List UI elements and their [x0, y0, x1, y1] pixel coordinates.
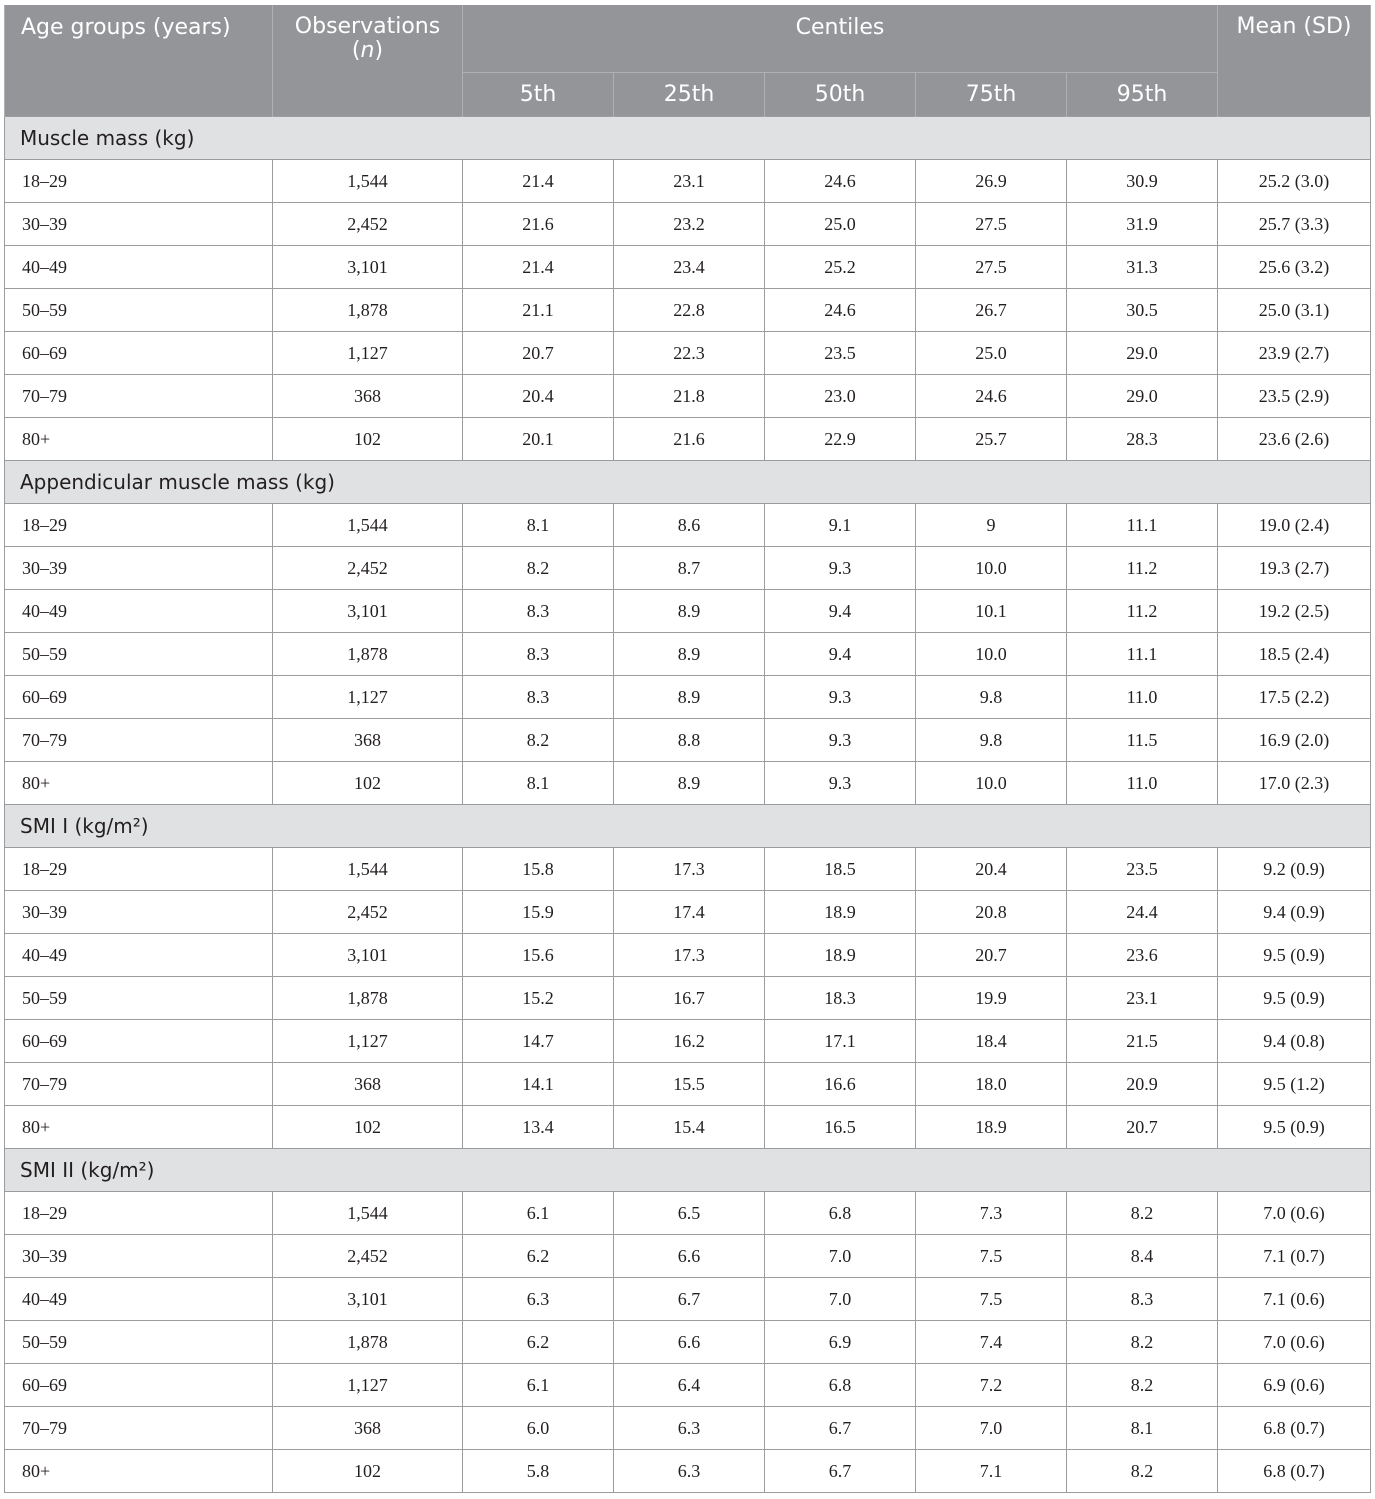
- centile-50th-cell: 16.6: [765, 1063, 916, 1106]
- age-group-cell: 70–79: [5, 719, 273, 762]
- centile-5th-cell: 8.1: [463, 504, 614, 547]
- centile-95th-cell: 30.5: [1067, 289, 1218, 332]
- centile-25th-cell: 6.5: [614, 1192, 765, 1235]
- table-row: [5, 676, 1371, 719]
- centile-75th-cell: 20.8: [916, 891, 1067, 934]
- centile-5th-cell: 6.3: [463, 1278, 614, 1321]
- centile-75th-cell: 10.0: [916, 547, 1067, 590]
- table-row: [5, 590, 1371, 633]
- table-body: [5, 117, 1371, 1493]
- header-centile-50th: 50th: [765, 73, 916, 117]
- centile-95th-cell: 11.1: [1067, 633, 1218, 676]
- centile-5th-cell: 14.1: [463, 1063, 614, 1106]
- age-group-cell: 40–49: [5, 934, 273, 977]
- centile-table: [4, 5, 1371, 1493]
- mean-sd-cell: 9.5 (0.9): [1218, 1106, 1371, 1149]
- mean-sd-cell: 23.6 (2.6): [1218, 418, 1371, 461]
- centile-95th-cell: 31.9: [1067, 203, 1218, 246]
- centile-50th-cell: 9.1: [765, 504, 916, 547]
- age-group-cell: 60–69: [5, 332, 273, 375]
- centile-5th-cell: 21.1: [463, 289, 614, 332]
- centile-95th-cell: 11.2: [1067, 590, 1218, 633]
- centile-50th-cell: 9.3: [765, 676, 916, 719]
- centile-25th-cell: 22.8: [614, 289, 765, 332]
- table-row: [5, 934, 1371, 977]
- centile-75th-cell: 25.0: [916, 332, 1067, 375]
- centile-5th-cell: 15.9: [463, 891, 614, 934]
- header-observations-n: n: [360, 38, 375, 63]
- table-row: [5, 1321, 1371, 1364]
- centile-5th-cell: 20.7: [463, 332, 614, 375]
- centile-50th-cell: 23.0: [765, 375, 916, 418]
- centile-75th-cell: 7.1: [916, 1450, 1067, 1493]
- centile-75th-cell: 18.4: [916, 1020, 1067, 1063]
- centile-75th-cell: 7.5: [916, 1278, 1067, 1321]
- age-group-cell: 50–59: [5, 1321, 273, 1364]
- centile-25th-cell: 23.4: [614, 246, 765, 289]
- mean-sd-cell: 17.0 (2.3): [1218, 762, 1371, 805]
- age-group-cell: 18–29: [5, 160, 273, 203]
- centile-95th-cell: 8.2: [1067, 1192, 1218, 1235]
- table-row: [5, 719, 1371, 762]
- centile-75th-cell: 20.7: [916, 934, 1067, 977]
- centile-5th-cell: 14.7: [463, 1020, 614, 1063]
- centile-75th-cell: 9.8: [916, 719, 1067, 762]
- centile-50th-cell: 9.4: [765, 590, 916, 633]
- centile-75th-cell: 26.9: [916, 160, 1067, 203]
- header-centile-25th: 25th: [614, 73, 765, 117]
- centile-5th-cell: 8.1: [463, 762, 614, 805]
- centile-25th-cell: 8.9: [614, 762, 765, 805]
- centile-75th-cell: 7.2: [916, 1364, 1067, 1407]
- centile-25th-cell: 17.3: [614, 848, 765, 891]
- observations-cell: 3,101: [273, 590, 463, 633]
- table-row: [5, 289, 1371, 332]
- age-group-cell: 30–39: [5, 891, 273, 934]
- table-row: [5, 1020, 1371, 1063]
- observations-cell: 368: [273, 719, 463, 762]
- section-title: Appendicular muscle mass (kg): [5, 461, 1371, 504]
- header-age-groups: Age groups (years): [5, 5, 273, 117]
- mean-sd-cell: 17.5 (2.2): [1218, 676, 1371, 719]
- centile-25th-cell: 17.4: [614, 891, 765, 934]
- centile-25th-cell: 21.6: [614, 418, 765, 461]
- mean-sd-cell: 7.0 (0.6): [1218, 1321, 1371, 1364]
- table-row: [5, 246, 1371, 289]
- centile-75th-cell: 7.0: [916, 1407, 1067, 1450]
- centile-75th-cell: 7.3: [916, 1192, 1067, 1235]
- centile-95th-cell: 8.2: [1067, 1321, 1218, 1364]
- centile-25th-cell: 8.9: [614, 676, 765, 719]
- observations-cell: 368: [273, 1407, 463, 1450]
- table-row: [5, 1063, 1371, 1106]
- table-row: [5, 160, 1371, 203]
- mean-sd-cell: 9.5 (1.2): [1218, 1063, 1371, 1106]
- centile-5th-cell: 21.4: [463, 246, 614, 289]
- centile-95th-cell: 11.5: [1067, 719, 1218, 762]
- centile-50th-cell: 18.9: [765, 891, 916, 934]
- table-row: [5, 1407, 1371, 1450]
- observations-cell: 102: [273, 1106, 463, 1149]
- centile-25th-cell: 15.5: [614, 1063, 765, 1106]
- age-group-cell: 80+: [5, 1106, 273, 1149]
- centile-50th-cell: 22.9: [765, 418, 916, 461]
- header-observations: Observations (n): [273, 5, 463, 117]
- centile-50th-cell: 23.5: [765, 332, 916, 375]
- mean-sd-cell: 6.9 (0.6): [1218, 1364, 1371, 1407]
- centile-50th-cell: 25.0: [765, 203, 916, 246]
- table-row: [5, 977, 1371, 1020]
- centile-5th-cell: 5.8: [463, 1450, 614, 1493]
- observations-cell: 3,101: [273, 246, 463, 289]
- centile-5th-cell: 21.6: [463, 203, 614, 246]
- centile-75th-cell: 25.7: [916, 418, 1067, 461]
- observations-cell: 2,452: [273, 891, 463, 934]
- mean-sd-cell: 7.1 (0.7): [1218, 1235, 1371, 1278]
- observations-cell: 1,544: [273, 848, 463, 891]
- observations-cell: 1,878: [273, 633, 463, 676]
- age-group-cell: 70–79: [5, 375, 273, 418]
- centile-50th-cell: 9.3: [765, 719, 916, 762]
- observations-cell: 102: [273, 1450, 463, 1493]
- age-group-cell: 50–59: [5, 977, 273, 1020]
- centile-5th-cell: 8.3: [463, 676, 614, 719]
- centile-75th-cell: 10.1: [916, 590, 1067, 633]
- centile-25th-cell: 6.6: [614, 1321, 765, 1364]
- table-row: [5, 1450, 1371, 1493]
- centile-50th-cell: 9.3: [765, 762, 916, 805]
- section-header-row: [5, 1149, 1371, 1192]
- mean-sd-cell: 6.8 (0.7): [1218, 1407, 1371, 1450]
- table-header: [5, 5, 1371, 117]
- centile-25th-cell: 22.3: [614, 332, 765, 375]
- mean-sd-cell: 9.4 (0.8): [1218, 1020, 1371, 1063]
- mean-sd-cell: 9.2 (0.9): [1218, 848, 1371, 891]
- centile-50th-cell: 6.7: [765, 1407, 916, 1450]
- header-centiles: Centiles: [463, 5, 1218, 73]
- age-group-cell: 30–39: [5, 547, 273, 590]
- age-group-cell: 40–49: [5, 246, 273, 289]
- centile-95th-cell: 11.2: [1067, 547, 1218, 590]
- mean-sd-cell: 7.0 (0.6): [1218, 1192, 1371, 1235]
- centile-75th-cell: 24.6: [916, 375, 1067, 418]
- centile-5th-cell: 6.2: [463, 1321, 614, 1364]
- age-group-cell: 50–59: [5, 289, 273, 332]
- table-row: [5, 375, 1371, 418]
- mean-sd-cell: 9.5 (0.9): [1218, 977, 1371, 1020]
- centile-75th-cell: 7.5: [916, 1235, 1067, 1278]
- centile-25th-cell: 16.2: [614, 1020, 765, 1063]
- observations-cell: 1,878: [273, 289, 463, 332]
- observations-cell: 2,452: [273, 1235, 463, 1278]
- age-group-cell: 30–39: [5, 203, 273, 246]
- centile-50th-cell: 17.1: [765, 1020, 916, 1063]
- observations-cell: 1,127: [273, 1020, 463, 1063]
- age-group-cell: 40–49: [5, 590, 273, 633]
- centile-50th-cell: 6.9: [765, 1321, 916, 1364]
- centile-50th-cell: 24.6: [765, 289, 916, 332]
- age-group-cell: 18–29: [5, 848, 273, 891]
- centile-25th-cell: 16.7: [614, 977, 765, 1020]
- centile-75th-cell: 10.0: [916, 762, 1067, 805]
- centile-95th-cell: 23.1: [1067, 977, 1218, 1020]
- centile-25th-cell: 23.2: [614, 203, 765, 246]
- centile-95th-cell: 8.2: [1067, 1364, 1218, 1407]
- centile-75th-cell: 18.0: [916, 1063, 1067, 1106]
- observations-cell: 1,878: [273, 977, 463, 1020]
- mean-sd-cell: 18.5 (2.4): [1218, 633, 1371, 676]
- centile-25th-cell: 6.3: [614, 1407, 765, 1450]
- mean-sd-cell: 16.9 (2.0): [1218, 719, 1371, 762]
- observations-cell: 368: [273, 375, 463, 418]
- centile-95th-cell: 30.9: [1067, 160, 1218, 203]
- centile-5th-cell: 6.1: [463, 1364, 614, 1407]
- table-row: [5, 1278, 1371, 1321]
- age-group-cell: 40–49: [5, 1278, 273, 1321]
- mean-sd-cell: 19.3 (2.7): [1218, 547, 1371, 590]
- mean-sd-cell: 23.9 (2.7): [1218, 332, 1371, 375]
- observations-cell: 3,101: [273, 1278, 463, 1321]
- centile-95th-cell: 21.5: [1067, 1020, 1218, 1063]
- age-group-cell: 80+: [5, 762, 273, 805]
- section-title: Muscle mass (kg): [5, 117, 1371, 160]
- centile-50th-cell: 6.7: [765, 1450, 916, 1493]
- age-group-cell: 80+: [5, 1450, 273, 1493]
- centile-95th-cell: 29.0: [1067, 332, 1218, 375]
- centile-5th-cell: 6.1: [463, 1192, 614, 1235]
- section-header-row: [5, 805, 1371, 848]
- table-row: [5, 848, 1371, 891]
- centile-25th-cell: 15.4: [614, 1106, 765, 1149]
- age-group-cell: 60–69: [5, 676, 273, 719]
- centile-95th-cell: 20.7: [1067, 1106, 1218, 1149]
- mean-sd-cell: 9.5 (0.9): [1218, 934, 1371, 977]
- centile-25th-cell: 6.7: [614, 1278, 765, 1321]
- observations-cell: 1,878: [273, 1321, 463, 1364]
- observations-cell: 2,452: [273, 203, 463, 246]
- centile-95th-cell: 11.0: [1067, 676, 1218, 719]
- centile-95th-cell: 8.1: [1067, 1407, 1218, 1450]
- observations-cell: 368: [273, 1063, 463, 1106]
- observations-cell: 1,544: [273, 1192, 463, 1235]
- table-row: [5, 504, 1371, 547]
- mean-sd-cell: 25.6 (3.2): [1218, 246, 1371, 289]
- centile-75th-cell: 27.5: [916, 246, 1067, 289]
- age-group-cell: 80+: [5, 418, 273, 461]
- centile-50th-cell: 16.5: [765, 1106, 916, 1149]
- table-row: [5, 1192, 1371, 1235]
- age-group-cell: 30–39: [5, 1235, 273, 1278]
- age-group-cell: 60–69: [5, 1020, 273, 1063]
- table-row: [5, 1364, 1371, 1407]
- centile-50th-cell: 7.0: [765, 1235, 916, 1278]
- centile-95th-cell: 24.4: [1067, 891, 1218, 934]
- centile-5th-cell: 15.2: [463, 977, 614, 1020]
- age-group-cell: 18–29: [5, 1192, 273, 1235]
- centile-5th-cell: 8.3: [463, 633, 614, 676]
- mean-sd-cell: 9.4 (0.9): [1218, 891, 1371, 934]
- table-row: [5, 332, 1371, 375]
- centile-75th-cell: 20.4: [916, 848, 1067, 891]
- table-row: [5, 547, 1371, 590]
- centile-95th-cell: 29.0: [1067, 375, 1218, 418]
- header-mean-sd: Mean (SD): [1218, 5, 1371, 117]
- observations-cell: 1,127: [273, 332, 463, 375]
- table-row: [5, 203, 1371, 246]
- centile-75th-cell: 18.9: [916, 1106, 1067, 1149]
- centile-50th-cell: 18.9: [765, 934, 916, 977]
- centile-50th-cell: 25.2: [765, 246, 916, 289]
- table-row: [5, 891, 1371, 934]
- centile-5th-cell: 20.1: [463, 418, 614, 461]
- centile-25th-cell: 21.8: [614, 375, 765, 418]
- mean-sd-cell: 23.5 (2.9): [1218, 375, 1371, 418]
- section-title: SMI II (kg/m²): [5, 1149, 1371, 1192]
- centile-5th-cell: 8.3: [463, 590, 614, 633]
- centile-75th-cell: 19.9: [916, 977, 1067, 1020]
- centile-25th-cell: 6.3: [614, 1450, 765, 1493]
- observations-cell: 102: [273, 762, 463, 805]
- section-title: SMI I (kg/m²): [5, 805, 1371, 848]
- centile-50th-cell: 6.8: [765, 1192, 916, 1235]
- centile-95th-cell: 8.3: [1067, 1278, 1218, 1321]
- centile-95th-cell: 31.3: [1067, 246, 1218, 289]
- centile-95th-cell: 23.5: [1067, 848, 1218, 891]
- table-row: [5, 1235, 1371, 1278]
- centile-95th-cell: 20.9: [1067, 1063, 1218, 1106]
- table-row: [5, 762, 1371, 805]
- header-centile-5th: 5th: [463, 73, 614, 117]
- centile-50th-cell: 24.6: [765, 160, 916, 203]
- centile-95th-cell: 28.3: [1067, 418, 1218, 461]
- centile-95th-cell: 11.0: [1067, 762, 1218, 805]
- age-group-cell: 18–29: [5, 504, 273, 547]
- observations-cell: 1,544: [273, 504, 463, 547]
- observations-cell: 1,127: [273, 1364, 463, 1407]
- centile-75th-cell: 9.8: [916, 676, 1067, 719]
- mean-sd-cell: 19.2 (2.5): [1218, 590, 1371, 633]
- centile-75th-cell: 26.7: [916, 289, 1067, 332]
- observations-cell: 1,127: [273, 676, 463, 719]
- centile-5th-cell: 21.4: [463, 160, 614, 203]
- centile-50th-cell: 7.0: [765, 1278, 916, 1321]
- age-group-cell: 50–59: [5, 633, 273, 676]
- header-centile-95th: 95th: [1067, 73, 1218, 117]
- centile-95th-cell: 23.6: [1067, 934, 1218, 977]
- centile-95th-cell: 11.1: [1067, 504, 1218, 547]
- centile-75th-cell: 7.4: [916, 1321, 1067, 1364]
- mean-sd-cell: 19.0 (2.4): [1218, 504, 1371, 547]
- centile-50th-cell: 9.4: [765, 633, 916, 676]
- table-row: [5, 418, 1371, 461]
- centile-5th-cell: 15.6: [463, 934, 614, 977]
- centile-25th-cell: 23.1: [614, 160, 765, 203]
- centile-95th-cell: 8.4: [1067, 1235, 1218, 1278]
- centile-95th-cell: 8.2: [1067, 1450, 1218, 1493]
- centile-25th-cell: 8.8: [614, 719, 765, 762]
- mean-sd-cell: 7.1 (0.6): [1218, 1278, 1371, 1321]
- age-group-cell: 70–79: [5, 1407, 273, 1450]
- centile-5th-cell: 20.4: [463, 375, 614, 418]
- centile-5th-cell: 6.2: [463, 1235, 614, 1278]
- section-header-row: [5, 461, 1371, 504]
- centile-25th-cell: 8.9: [614, 590, 765, 633]
- centile-25th-cell: 8.9: [614, 633, 765, 676]
- observations-cell: 102: [273, 418, 463, 461]
- centile-5th-cell: 6.0: [463, 1407, 614, 1450]
- centile-25th-cell: 6.4: [614, 1364, 765, 1407]
- mean-sd-cell: 6.8 (0.7): [1218, 1450, 1371, 1493]
- centile-75th-cell: 27.5: [916, 203, 1067, 246]
- centile-5th-cell: 8.2: [463, 719, 614, 762]
- header-centile-75th: 75th: [916, 73, 1067, 117]
- section-header-row: [5, 117, 1371, 160]
- centile-50th-cell: 6.8: [765, 1364, 916, 1407]
- centile-50th-cell: 18.5: [765, 848, 916, 891]
- age-group-cell: 70–79: [5, 1063, 273, 1106]
- centile-75th-cell: 10.0: [916, 633, 1067, 676]
- centile-50th-cell: 9.3: [765, 547, 916, 590]
- centile-5th-cell: 15.8: [463, 848, 614, 891]
- observations-cell: 2,452: [273, 547, 463, 590]
- mean-sd-cell: 25.2 (3.0): [1218, 160, 1371, 203]
- mean-sd-cell: 25.7 (3.3): [1218, 203, 1371, 246]
- table-row: [5, 633, 1371, 676]
- centile-50th-cell: 18.3: [765, 977, 916, 1020]
- centile-25th-cell: 8.6: [614, 504, 765, 547]
- table-row: [5, 1106, 1371, 1149]
- centile-25th-cell: 6.6: [614, 1235, 765, 1278]
- centile-25th-cell: 17.3: [614, 934, 765, 977]
- age-group-cell: 60–69: [5, 1364, 273, 1407]
- centile-25th-cell: 8.7: [614, 547, 765, 590]
- centile-5th-cell: 8.2: [463, 547, 614, 590]
- centile-75th-cell: 9: [916, 504, 1067, 547]
- header-observations-label: Observations: [294, 14, 441, 39]
- observations-cell: 3,101: [273, 934, 463, 977]
- observations-cell: 1,544: [273, 160, 463, 203]
- mean-sd-cell: 25.0 (3.1): [1218, 289, 1371, 332]
- centile-5th-cell: 13.4: [463, 1106, 614, 1149]
